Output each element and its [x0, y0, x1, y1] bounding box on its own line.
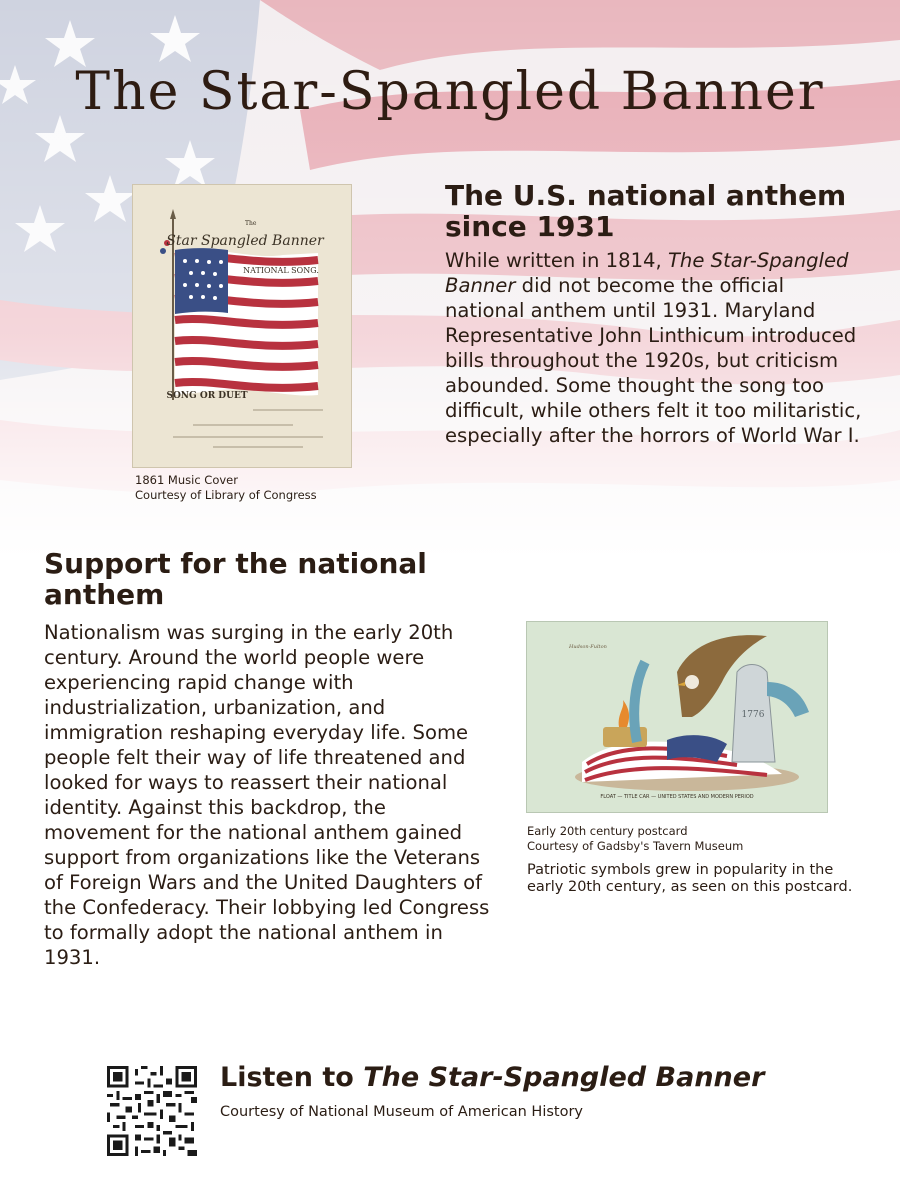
music-cover-caption-title: 1861 Music Cover: [135, 473, 238, 487]
postcard-note: Patriotic symbols grew in popularity in the early 20th century, as seen on this postcard.: [527, 862, 853, 895]
postcard-caption: [527, 824, 847, 854]
sheet-subtitle: NATIONAL SONG.: [243, 266, 319, 275]
sheet-title: Star Spangled Banner: [166, 233, 324, 249]
section1-heading: The U.S. national anthem since 1931: [445, 179, 847, 243]
listen-heading: [220, 1062, 764, 1093]
postcard-footer-text: FLOAT — TITLE CAR — UNITED STATES AND MODERN PERIOD: [600, 794, 754, 800]
section1-body-italic: The Star-Spangled Banner: [445, 249, 849, 297]
section1-body-prefix: While written in 1814,: [445, 249, 668, 272]
music-cover-caption-credit: Courtesy of Library of Congress: [135, 488, 317, 502]
postcard-header-text: Hudson-Fulton: [569, 644, 607, 650]
music-cover-image: [133, 185, 351, 467]
postcard-caption-credit: Courtesy of Gadsby's Tavern Museum: [527, 839, 744, 853]
music-cover-caption: [135, 473, 395, 503]
postcard-image: [527, 622, 827, 812]
qr-code[interactable]: [107, 1066, 197, 1156]
sheet-footer: SONG OR DUET: [166, 391, 248, 401]
listen-prefix: Listen to: [220, 1062, 364, 1093]
postcard-caption-title: Early 20th century postcard: [527, 824, 688, 838]
listen-title: The Star-Spangled Banner: [363, 1062, 765, 1093]
page-title: The Star-Spangled Banner: [75, 62, 825, 122]
section2-body: Nationalism was surging in the early 20th century. Around the world people were experiencing rapid change with industrialization, urbanization, and immigration reshaping everyday life. Some people felt their way of life threatened and looked for ways to reassert their national identity. Against this backdrop, the movement for the national anthem gained support from organizations like the Veterans of Foreign Wars and the United Daughters of the Confederacy. Their lobbying led Congress to formally adopt the national anthem in 1931.: [44, 621, 490, 969]
sheet-the: The: [245, 220, 257, 227]
listen-credit: Courtesy of National Museum of American History: [220, 1104, 583, 1120]
section1-body-suffix: did not become the official national anthem until 1931. Maryland Representative John Linthicum introduced bills throughout the 1920s, but criticism abounded. Some thought the song too difficult, while others felt it too militaristic, especially after the horrors of World War I.: [445, 274, 862, 447]
section2-heading: Support for the national anthem: [44, 547, 427, 611]
section1-body: [445, 248, 865, 448]
bell-year: 1776: [741, 710, 765, 720]
